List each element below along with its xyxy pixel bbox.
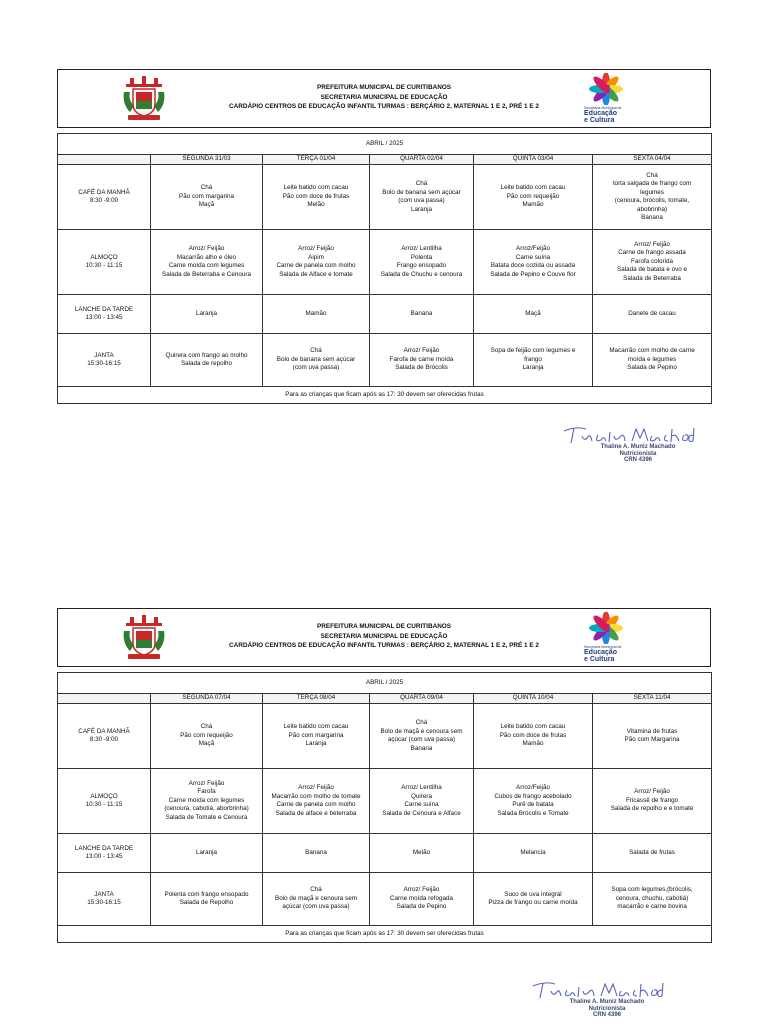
cell-line: Leite batido com cacau xyxy=(283,184,349,192)
menu-cell xyxy=(263,295,370,334)
weekly-menu-block xyxy=(57,69,711,404)
cell-line: macarrão e carne bovina xyxy=(617,903,687,911)
cell-line: Quirera xyxy=(411,792,432,800)
cell-line: Leite batido com cacau xyxy=(500,723,566,731)
cell-line: Carne de frango assada xyxy=(618,249,686,257)
cell-line: Bolo de maçã e cenoura sem xyxy=(275,894,357,902)
cell-line: Farofa xyxy=(197,788,216,796)
cell-line: Frango ensopado xyxy=(396,262,447,269)
menu-cell xyxy=(474,230,593,295)
meal-label-janta xyxy=(58,873,151,926)
menu-cell xyxy=(370,230,474,295)
cell-line: Salada de Chuchu e cenoura xyxy=(380,270,463,278)
cell-line: Chá xyxy=(310,347,322,355)
menu-cell xyxy=(593,295,712,334)
education-logo-small: Secretaria Municipal de xyxy=(584,645,622,649)
cell-line: Salada de Brócolis xyxy=(395,364,448,372)
row-lanche-da-tarde xyxy=(58,834,712,873)
cell-line: Mamão xyxy=(522,201,544,209)
row-cafe-da-manha xyxy=(58,165,712,230)
menu-cell xyxy=(370,769,474,834)
menu-cell xyxy=(474,165,593,230)
cell-line: Polenta com frango ensopado xyxy=(164,890,249,898)
cell-line: Chá xyxy=(415,719,428,726)
cell-line: Salada de repolho e e tomate xyxy=(610,805,694,813)
cell-line: Arroz/Feijão xyxy=(516,245,550,252)
menu-table xyxy=(57,672,712,943)
row-janta xyxy=(58,873,712,926)
cell-line: Carne moída com legumes xyxy=(168,262,245,269)
cell-line: Salada de Alface e tomate xyxy=(279,270,353,278)
education-logo-small: Secretaria Municipal de xyxy=(584,106,622,110)
cell-line: Maçã xyxy=(198,201,215,209)
cell-line: ALMOÇO xyxy=(90,792,118,800)
menu-cell xyxy=(370,873,474,926)
cell-line: Carne suína xyxy=(515,253,551,261)
cell-line: Bolo de banana sem açúcar xyxy=(382,188,461,196)
signature-title: Nutricionista xyxy=(588,1005,626,1012)
footer-note: Para as crianças que ficam após as 17: 30 devem ser oferecidas frutas xyxy=(58,926,712,943)
menu-cell xyxy=(263,769,370,834)
cell-line: Purê de batata xyxy=(512,801,554,808)
nutritionist-signature xyxy=(554,423,704,465)
cell-line: Aipim xyxy=(308,253,324,261)
menu-cell xyxy=(370,334,474,387)
meal-label-almoco xyxy=(58,769,151,834)
cell-line: Bolo de banana sem açúcar xyxy=(276,355,356,363)
cell-line: Banana xyxy=(305,848,327,856)
cell-line: Maçã xyxy=(198,740,215,748)
cell-line: Leite batido com cacau xyxy=(283,723,349,731)
cell-line: Carne de panela com molho xyxy=(276,262,356,269)
row-almoco xyxy=(58,769,712,834)
cell-line: Salada de Repolho xyxy=(179,899,234,906)
cell-line: Vitamina de frutas xyxy=(626,727,678,735)
cell-line: Sopa com legumes,(brócolis, xyxy=(611,886,693,894)
municipal-crest-icon xyxy=(120,76,168,122)
corner-cell xyxy=(58,694,151,704)
cell-line: Farofa colorida xyxy=(631,257,674,265)
cell-line: Carne moída com legumes xyxy=(168,796,245,804)
menu-table xyxy=(57,133,712,404)
weekly-menu-block xyxy=(57,608,711,943)
month-title: ABRIL / 2025 xyxy=(58,673,712,694)
cell-line: Salada de Beterraba e Cenoura xyxy=(162,270,251,278)
cell-line: Bolo de maçã e cenoura sem xyxy=(380,727,463,735)
cell-line: (cenoura, brócolis, tomate, xyxy=(614,197,690,204)
header-line-3: CARDÁPIO CENTROS DE EDUCAÇÃO INFANTIL TURMAS : BERÇÁRIO 2, MATERNAL 1 E 2, PRÉ 1 E 2 xyxy=(229,642,539,650)
cell-line: Macarrão com molho de tomate xyxy=(271,792,361,800)
cell-line: (com uva passa) xyxy=(398,197,445,204)
cell-line: Carne moída refogada xyxy=(389,894,453,902)
row-lanche-da-tarde xyxy=(58,295,712,334)
day-header: TERÇA 01/04 xyxy=(263,155,370,165)
cell-line: Polenta xyxy=(410,253,433,261)
cell-line: Melancia xyxy=(520,848,546,856)
cell-line: Banana xyxy=(410,744,433,752)
row-almoco xyxy=(58,230,712,295)
cell-line: Chá xyxy=(310,886,322,894)
cell-line: Melão xyxy=(412,848,431,856)
menu-cell xyxy=(474,873,593,926)
menu-cell xyxy=(263,165,370,230)
cell-line: Pão com margarina xyxy=(179,192,234,200)
cell-line: Laranja xyxy=(195,848,217,856)
cell-line: Salada de repolho xyxy=(180,360,233,367)
menu-cell xyxy=(474,295,593,334)
cell-line: açúcar (com uva passa) xyxy=(282,903,350,911)
day-header: SEXTA 04/04 xyxy=(593,155,712,165)
menu-cell xyxy=(263,334,370,387)
cell-line: Laranja xyxy=(195,309,217,317)
cell-line: Arroz/ Feijão xyxy=(298,784,334,791)
cell-line: Chá xyxy=(200,184,213,192)
menu-cell xyxy=(151,873,263,926)
education-star-icon xyxy=(586,612,626,644)
cell-line: torta salgada de frango com xyxy=(612,180,692,187)
menu-cell xyxy=(151,334,263,387)
cell-line: Macarrão alho e óleo xyxy=(176,253,237,261)
day-header: QUINTA 03/04 xyxy=(474,155,593,165)
day-header-row xyxy=(58,155,712,165)
cell-line: Mamão xyxy=(522,740,544,748)
cell-line: Pizza de frango ou carne moída xyxy=(488,899,578,906)
menu-cell xyxy=(151,834,263,873)
education-logo-word1: Educação xyxy=(584,110,618,117)
cell-line: Pão com Margarina xyxy=(624,736,680,743)
header-line-2: SECRETARIA MUNICIPAL DE EDUCAÇÃO xyxy=(320,632,448,640)
menu-cell xyxy=(263,834,370,873)
meal-label-cafe xyxy=(58,704,151,769)
cell-line: LANCHE DA TARDE xyxy=(74,844,134,852)
day-header: SEGUNDA 07/04 xyxy=(151,694,263,704)
cell-line: Pão com requeijão xyxy=(506,192,560,200)
menu-cell xyxy=(370,834,474,873)
education-logo-word1: Educação xyxy=(584,649,618,656)
cell-line: CAFÉ DA MANHÃ xyxy=(78,188,130,196)
signature-title: Nutricionista xyxy=(619,450,657,457)
month-title: ABRIL / 2025 xyxy=(58,134,712,155)
header-line-1: PREFEITURA MUNICIPAL DE CURITIBANOS xyxy=(316,84,452,91)
education-logo xyxy=(584,612,630,664)
cell-line: moída e legumes xyxy=(627,355,677,363)
menu-cell xyxy=(474,834,593,873)
cell-line: Salada de Cenoura e Alface xyxy=(382,809,461,817)
nutritionist-signature xyxy=(523,978,673,1020)
cell-line: 13:00 - 13:45 xyxy=(85,314,123,321)
header-line-1: PREFEITURA MUNICIPAL DE CURITIBANOS xyxy=(316,623,452,630)
cell-line: 13:00 - 13:45 xyxy=(85,853,123,860)
cell-line: Carne de panela com molho xyxy=(276,801,356,808)
cell-line: 10:30 - 11:15 xyxy=(85,262,123,269)
menu-cell xyxy=(151,295,263,334)
menu-cell xyxy=(151,704,263,769)
education-logo-word2: e Cultura xyxy=(584,117,615,124)
cell-line: Fricassê de frango xyxy=(625,796,679,804)
cell-line: Laranja xyxy=(522,364,544,372)
cell-line: 10:30 - 11:15 xyxy=(85,801,123,808)
cell-line: Sopa de feijão com legumes e xyxy=(490,347,576,355)
menu-cell xyxy=(474,334,593,387)
menu-cell xyxy=(151,769,263,834)
cell-line: Danete de cacau xyxy=(628,309,676,317)
cell-line: açúcar (com uva passa) xyxy=(387,736,456,743)
cell-line: Pão com margarina xyxy=(288,731,344,739)
menu-cell xyxy=(263,704,370,769)
cell-line: Laranja xyxy=(410,205,432,213)
cell-line: Arroz/ Feijão xyxy=(634,788,670,796)
header-box xyxy=(57,69,711,128)
cell-line: (com uva passa) xyxy=(292,364,340,372)
menu-cell xyxy=(474,704,593,769)
cell-line: Chá xyxy=(646,171,658,179)
menu-cell xyxy=(593,769,712,834)
cell-line: 8:30 -9:00 xyxy=(89,197,119,204)
cell-line: Arroz/ Feijão xyxy=(403,347,440,355)
footer-note: Para as crianças que ficam após as 17: 30 devem ser oferecidas frutas xyxy=(58,387,712,404)
cell-line: CAFÉ DA MANHÃ xyxy=(78,727,130,735)
cell-line: Arroz/ Lentilha xyxy=(401,784,442,791)
cell-line: Arroz/ Feijão xyxy=(188,245,225,252)
row-cafe-da-manha xyxy=(58,704,712,769)
cell-line: 15:30-16:15 xyxy=(87,360,121,367)
header-line-2: SECRETARIA MUNICIPAL DE EDUCAÇÃO xyxy=(320,93,448,101)
cell-line: Carne suína xyxy=(404,801,439,808)
cell-line: Pão com doce de frutas xyxy=(282,192,350,200)
cell-line: Salada de Tomate e Cenoura xyxy=(165,813,248,821)
menu-cell xyxy=(263,230,370,295)
cell-line: ALMOÇO xyxy=(90,253,118,261)
cell-line: LANCHE DA TARDE xyxy=(74,305,134,313)
cell-line: Arroz/ Lentilha xyxy=(401,245,442,252)
cell-line: Salada de Pepino xyxy=(627,364,677,372)
cell-line: Arroz/ Feijão xyxy=(188,779,225,787)
municipal-crest-icon xyxy=(120,615,168,661)
education-star-icon xyxy=(586,73,626,105)
cell-line: Arroz/ Feijão xyxy=(634,240,670,248)
cell-line: Banana xyxy=(641,214,663,221)
day-header: QUARTA 09/04 xyxy=(370,694,474,704)
cell-line: Laranja xyxy=(305,740,327,748)
cell-line: Salada de Pepino e Couve flor xyxy=(490,270,576,278)
cell-line: Arroz/ Feijão xyxy=(298,245,334,252)
cell-line: Melão xyxy=(307,201,325,209)
day-header: SEGUNDA 31/03 xyxy=(151,155,263,165)
cell-line: Chá xyxy=(415,180,428,187)
cell-line: 15:30-16:15 xyxy=(87,899,121,906)
signature-crn: CRN 4396 xyxy=(623,457,652,463)
cell-line: (cenoura, cabotiá, aborbrinha) xyxy=(164,805,249,813)
signature-crn: CRN 4396 xyxy=(592,1012,621,1018)
cell-line: Banana xyxy=(410,309,433,317)
cell-line: JANTA xyxy=(94,890,114,898)
menu-cell xyxy=(593,834,712,873)
cell-line: Batata doce cozida ou assada xyxy=(490,262,576,269)
meal-label-janta xyxy=(58,334,151,387)
day-header: TERÇA 08/04 xyxy=(263,694,370,704)
cell-line: Chá xyxy=(200,723,213,731)
header-line-3: CARDÁPIO CENTROS DE EDUCAÇÃO INFANTIL TURMAS : BERÇÁRIO 2, MATERNAL 1 E 2, PRÉ 1 E 2 xyxy=(229,103,539,111)
cell-line: Farofa de carne moída xyxy=(389,355,454,363)
meal-label-lanche xyxy=(58,834,151,873)
cell-line: Salada de Pepino xyxy=(396,903,447,911)
menu-cell xyxy=(151,165,263,230)
menu-cell xyxy=(370,295,474,334)
cell-line: Pão com requeijão xyxy=(180,731,233,739)
menu-cell xyxy=(474,769,593,834)
cell-line: JANTA xyxy=(94,351,114,359)
header-box xyxy=(57,608,711,667)
cell-line: Cubos de frango acebolado xyxy=(494,792,572,800)
menu-cell xyxy=(593,230,712,295)
day-header-row xyxy=(58,694,712,704)
cell-line: 8:30 -9:00 xyxy=(89,736,119,743)
menu-cell xyxy=(370,165,474,230)
menu-cell xyxy=(593,873,712,926)
menu-cell xyxy=(151,230,263,295)
cell-line: legumes xyxy=(640,188,664,196)
cell-line: Arroz/ Feijão xyxy=(403,886,440,894)
meal-label-lanche xyxy=(58,295,151,334)
signature-name: Thaline A. Muniz Machado xyxy=(569,999,645,1005)
cell-line: Salada de alface e beterraba xyxy=(275,809,357,817)
cell-line: abobrinha) xyxy=(636,205,668,213)
cell-line: Mamão xyxy=(305,309,327,317)
corner-cell xyxy=(58,155,151,165)
cell-line: Salada Brócolis e Tomate xyxy=(497,809,569,817)
menu-cell xyxy=(370,704,474,769)
education-logo-word2: e Cultura xyxy=(584,656,615,663)
cell-line: Suco de uva integral xyxy=(504,890,562,898)
cell-line: Salada de frutas xyxy=(629,848,675,856)
cell-line: Salada de Beterraba xyxy=(623,274,681,282)
cell-line: frango xyxy=(524,355,542,363)
cell-line: Salada de batata e ovo e xyxy=(617,266,688,274)
menu-cell xyxy=(593,334,712,387)
cell-line: Quirera com frango ao molho xyxy=(165,351,248,359)
cell-line: Macarrão com molho de carne xyxy=(609,347,695,355)
meal-label-almoco xyxy=(58,230,151,295)
cell-line: cenoura, chuchu, cabotiá) xyxy=(615,894,689,902)
row-janta xyxy=(58,334,712,387)
day-header: QUARTA 02/04 xyxy=(370,155,474,165)
day-header: SEXTA 11/04 xyxy=(593,694,712,704)
menu-cell xyxy=(593,165,712,230)
menu-cell xyxy=(593,704,712,769)
meal-label-cafe xyxy=(58,165,151,230)
cell-line: Pão com doce de frutas xyxy=(499,731,567,739)
day-header: QUINTA 10/04 xyxy=(474,694,593,704)
education-logo xyxy=(584,73,630,125)
menu-cell xyxy=(263,873,370,926)
cell-line: Maçã xyxy=(525,309,541,317)
cell-line: Leite batido com cacau xyxy=(500,184,566,192)
signature-name: Thaline A. Muniz Machado xyxy=(600,444,676,450)
cell-line: Arroz/Feijão xyxy=(516,784,550,791)
